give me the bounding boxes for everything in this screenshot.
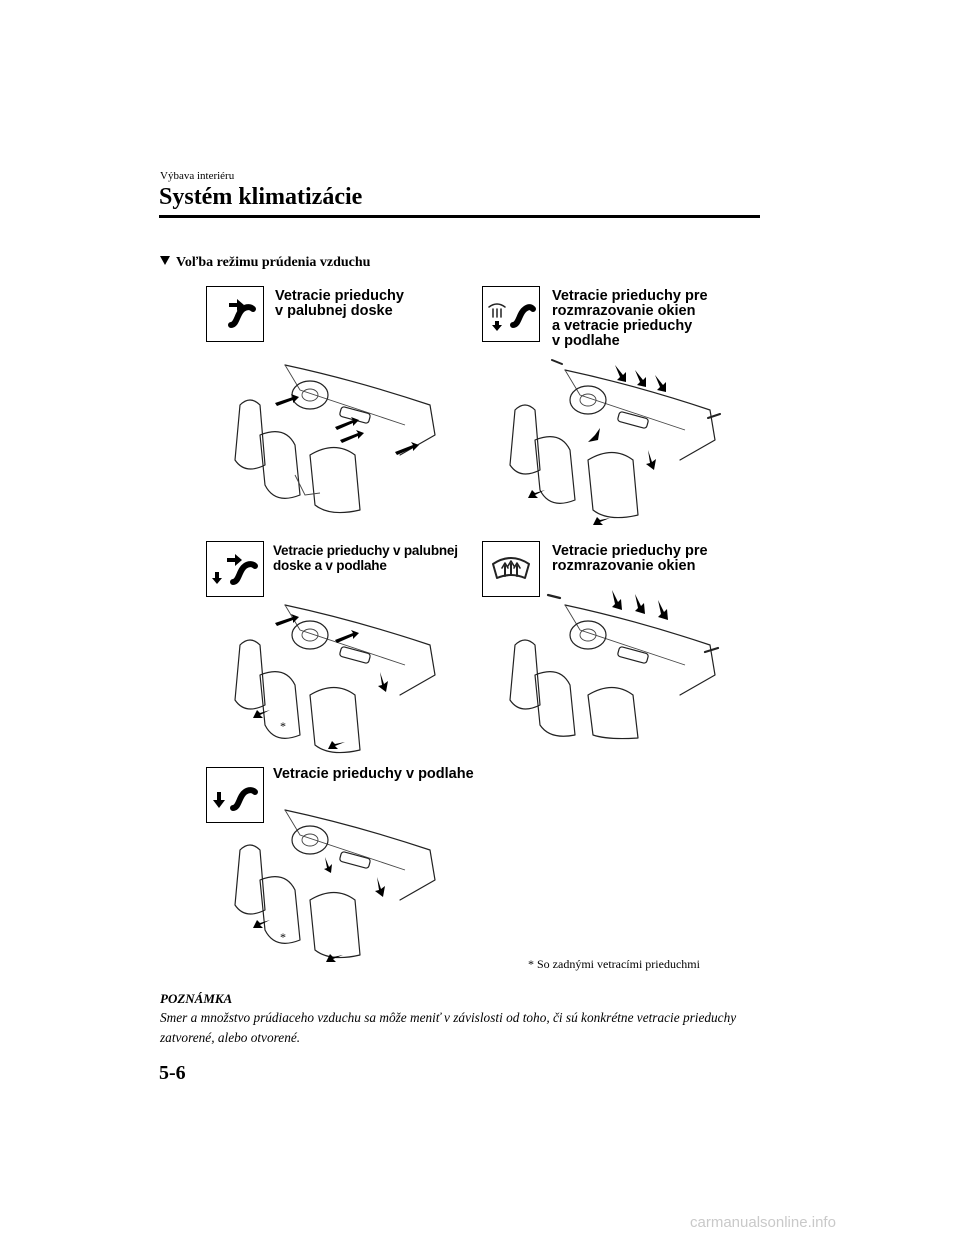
defrost-floor-illustration: [500, 350, 730, 530]
footnote: * So zadnými vetracími prieduchmi: [528, 957, 700, 971]
mode-label-dash: Vetracie prieduchy v palubnej doske: [275, 288, 404, 319]
asterisk-mark: *: [280, 719, 286, 733]
mode-label-defrost: Vetracie prieduchy pre rozmrazovanie okien: [552, 543, 708, 574]
note-title: POZNÁMKA: [160, 991, 233, 1006]
subheading: [160, 255, 370, 271]
defrost-mode-icon: [482, 541, 540, 597]
page-number: 5-6: [159, 1062, 186, 1084]
chapter-title: Systém klimatizácie: [159, 184, 363, 210]
dash-vent-mode-icon: [206, 286, 264, 342]
mode-label-dash-floor: Vetracie prieduchy v palubnej doske a v podlahe: [273, 543, 458, 573]
triangle-bullet-icon: [160, 256, 170, 265]
note-text: Smer a množstvo prúdiaceho vzduchu sa môže meniť v závislosti od toho, či sú konkrétne vetracie prieduchy zatvorené, alebo otvorené.: [160, 1010, 737, 1045]
subheading-text: Voľba režimu prúdenia vzduchu: [176, 255, 371, 270]
floor-vent-illustration: [225, 795, 450, 975]
dash-vent-illustration: [225, 345, 450, 520]
dash-floor-mode-icon: [206, 541, 264, 597]
header-rule: [159, 215, 760, 218]
section-label: Výbava interiéru: [160, 170, 235, 182]
asterisk-mark-2: *: [280, 930, 286, 944]
defrost-floor-mode-icon: [482, 286, 540, 342]
defrost-illustration: [500, 590, 730, 740]
watermark: carmanualsonline.info: [690, 1214, 836, 1231]
mode-label-floor: Vetracie prieduchy v podlahe: [273, 766, 474, 782]
dash-floor-illustration: [225, 590, 450, 765]
mode-label-defrost-floor: Vetracie prieduchy pre rozmrazovanie okien a vetracie prieduchy v podlahe: [552, 288, 708, 349]
